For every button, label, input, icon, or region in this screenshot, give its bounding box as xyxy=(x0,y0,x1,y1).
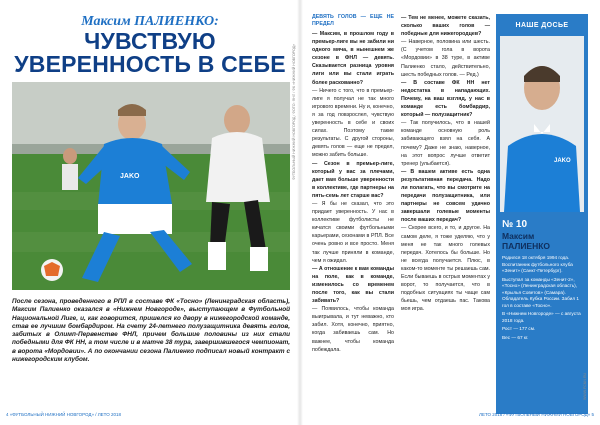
question: — Максим, в прошлом году в премьер-лиге вы не забили ни одного мяча, в нынешнем же сезоне в ФНЛ — девять. Сказывается разница уровня лиги или вы стали играть более раскованно? xyxy=(312,31,394,86)
dossier-number: № 10 xyxy=(502,219,528,230)
dossier-title: НАШЕ ДОСЬЕ xyxy=(515,22,569,29)
answer: — Ничего с того, что в премьер-лиге я получал не так много игрового времени. Ну и, конечно, я за год повзрослел, чувствую уверенность в себе и своих силах. Поэтому такие результаты. С другой стороны, девять голов — еще не предел, можно забить больше. xyxy=(312,87,394,159)
side-url: WWW.FCNN.RU xyxy=(583,372,587,400)
lead-paragraph: После сезона, проведенного в РПЛ в составе ФК «Тосно» (Ленинградская область), Максим Палиенко оказался в «Нижнем Новгороде», выступающем в Футбольной Национальной Лиге, и, как говорится, пришелся ко двору в нижегородской команде, став ее лучшим бомбардиром. На счету 24-летнего полузащитника девять голов, забитых в Олимп-Первенстве ФНЛ, причем большие половины из них стали победными для ФК НН, а том числе и в матче 38 тура, завершившегося чемпионат, в ворота «Мордовии». А по окончании сезона Палиенко подписал новый контракт с нижегородским клубом. xyxy=(12,298,290,364)
folio-left: 4 «ФУТБОЛЬНЫЙ НИЖНИЙ НОВГОРОД» / ЛЕТО 2018 xyxy=(6,412,121,417)
match-photo-illustration xyxy=(12,82,290,290)
interview-column-1 xyxy=(312,14,394,354)
question: — В составе ФК НН нет недостатка в нападающих. Почему, на ваш взгляд, у нас в команде есть бомбардир, который — полузащитник? xyxy=(401,79,490,119)
folio-right: ЛЕТО 2018 / «ФУТБОЛЬНЫЙ НИЖНИЙ НОВГОРОД» 5 xyxy=(479,412,594,417)
question: — Сезон в премьер-лиге, который у вас за плечами, дает вам больше уверенности в коллективе, где партнеры на пять-семь лет старше вас? xyxy=(312,160,394,199)
headline-line-2: УВЕРЕННОСТЬ В СЕБЕ xyxy=(14,51,286,77)
player-portrait xyxy=(500,36,584,212)
dossier-first-name: Максим xyxy=(502,231,535,241)
match-photo xyxy=(12,82,290,290)
question: — Тем не менее, можете сказать, сколько ваших голов — победные для нижегородцев? xyxy=(401,15,490,38)
answer: — Так получилось, что в нашей команде основную роль забивающего взял на себя. А почему? Даже не знаю, наверное, на этот вопрос лучше ответит тренер (улыбается). xyxy=(401,120,490,167)
photo-credit: ФУТБОЛЬНЫЙ НИЖНИЙ НОВГОРОД / ФОТО: ФНЛ / ФК «НИЖНИЙ НОВГОРОД» xyxy=(292,43,296,180)
answer: — Наверное, половина или шесть. (С учетом гола в ворота «Мордовии» в 38 туре, в активе Палиенко стало, действительно, шесть победных голов. — Ред.) xyxy=(401,39,490,78)
dossier-player-name xyxy=(502,232,582,251)
dossier-sidebar xyxy=(496,14,588,414)
dossier-line: Вес — 67 кг. xyxy=(502,334,529,340)
headline xyxy=(10,30,290,76)
dossier-line: Выступал за команды «Зенит-2», «Тосно» (Ленинградская область), «Крылья Советов» (Самара). Обладатель Кубка России. Забил 1 гол в составе «Тосно». xyxy=(502,276,580,308)
headline-line-1: ЧУВСТВУЮ xyxy=(84,28,216,54)
section-subhead: ДЕВЯТЬ ГОЛОВ — ЕЩЕ НЕ ПРЕДЕЛ xyxy=(312,14,394,27)
dossier-body xyxy=(502,255,584,343)
interview-column-2 xyxy=(401,14,490,313)
question: — А отношение к вам команды на поле, как в команде, изменилось со временем после того, как вы стали забивать? xyxy=(312,265,394,305)
svg-text:JAKO: JAKO xyxy=(120,173,140,180)
dossier-line: Рост — 177 см. xyxy=(502,326,536,331)
portrait-sponsor: JAKO xyxy=(554,158,571,164)
headline-kicker: Максим ПАЛИЕНКО: xyxy=(81,14,219,29)
answer: — Скорее всего, и то, и другое. На самом деле, я тоже уделяю, что у меня не так много голевых передач. Хотелось бы больше. Но не всегда получается. Плюс, в каком-то моменте ты решаешь сам. Если бываешь в острых моментах у ворот, то получается, что в подобных ситуациях ты чаще сам бьешь, чем отдаешь пас. Такова моя игра. xyxy=(401,225,490,313)
question: — В вашем активе есть одна результативная передача. Надо ли полагать, что вы смотрите на передачи полузащитника, или партнеры не совсем удачно завершали голевые моменты после ваших передач? xyxy=(401,168,490,224)
dossier-last-name: ПАЛИЕНКО xyxy=(502,240,551,251)
answer: — Появилось, чтобы команда выигрывала, и тут неважно, кто забил. Хотя, конечно, приятно, когда забиваешь сам. Но важнее, чтобы команда побеждала. xyxy=(312,306,394,353)
player-portrait-illustration xyxy=(500,36,584,212)
answer: — Я бы не сказал, что это придает уверенность. У нас в коллективе футболисты не кичатся своими футбольными карьерами, сезонами в РПЛ. Все очень ровно и все просто. Меня так лучше приняли в команде, чем я ожидал. xyxy=(312,200,394,264)
dossier-line: В «Нижнем Новгороде» — с августа 2018 года. xyxy=(502,311,581,323)
gutter-shadow xyxy=(297,0,303,425)
dossier-line: Родился 18 октября 1994 года. Воспитанник футбольного клуба «Зенит» (Санкт-Петербург). xyxy=(502,255,573,273)
